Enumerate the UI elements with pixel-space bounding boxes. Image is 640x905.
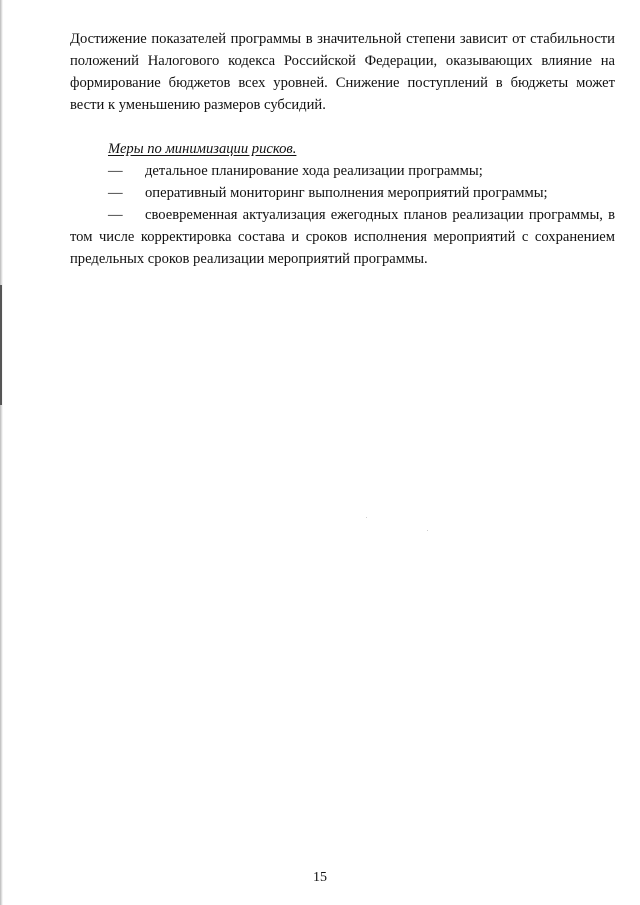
measure-text: детальное планирование хода реализации программы; (145, 163, 483, 179)
page-body (70, 28, 615, 270)
scan-edge-mark (0, 285, 2, 405)
paragraph-spacer (70, 116, 615, 138)
scan-speck (427, 530, 428, 531)
dash-marker: — (108, 163, 123, 179)
page-number: 15 (313, 870, 327, 885)
dash-marker: — (108, 207, 123, 223)
measures-list (70, 160, 615, 270)
measure-item-planning (70, 160, 615, 182)
scan-left-edge (0, 0, 3, 905)
measure-item-actualization (70, 204, 615, 270)
measure-text: своевременная актуализация ежегодных планов реализации программы, в том числе корректировка состава и сроков исполнения мероприятий с сохранением предельных сроков реализации мероприятий программы. (70, 207, 615, 267)
measure-text: оперативный мониторинг выполнения мероприятий программы; (145, 185, 548, 201)
dash-marker: — (108, 185, 123, 201)
scan-speck (366, 517, 367, 518)
measures-heading: Меры по минимизации рисков. (108, 141, 297, 157)
risk-paragraph: Достижение показателей программы в значительной степени зависит от стабильности положений Налогового кодекса Российской Федерации, оказывающих влияние на формирование бюджетов всех уровней. Снижение поступлений в бюджеты может вести к уменьшению размеров субсидий. (70, 31, 615, 113)
measure-item-monitoring (70, 182, 615, 204)
